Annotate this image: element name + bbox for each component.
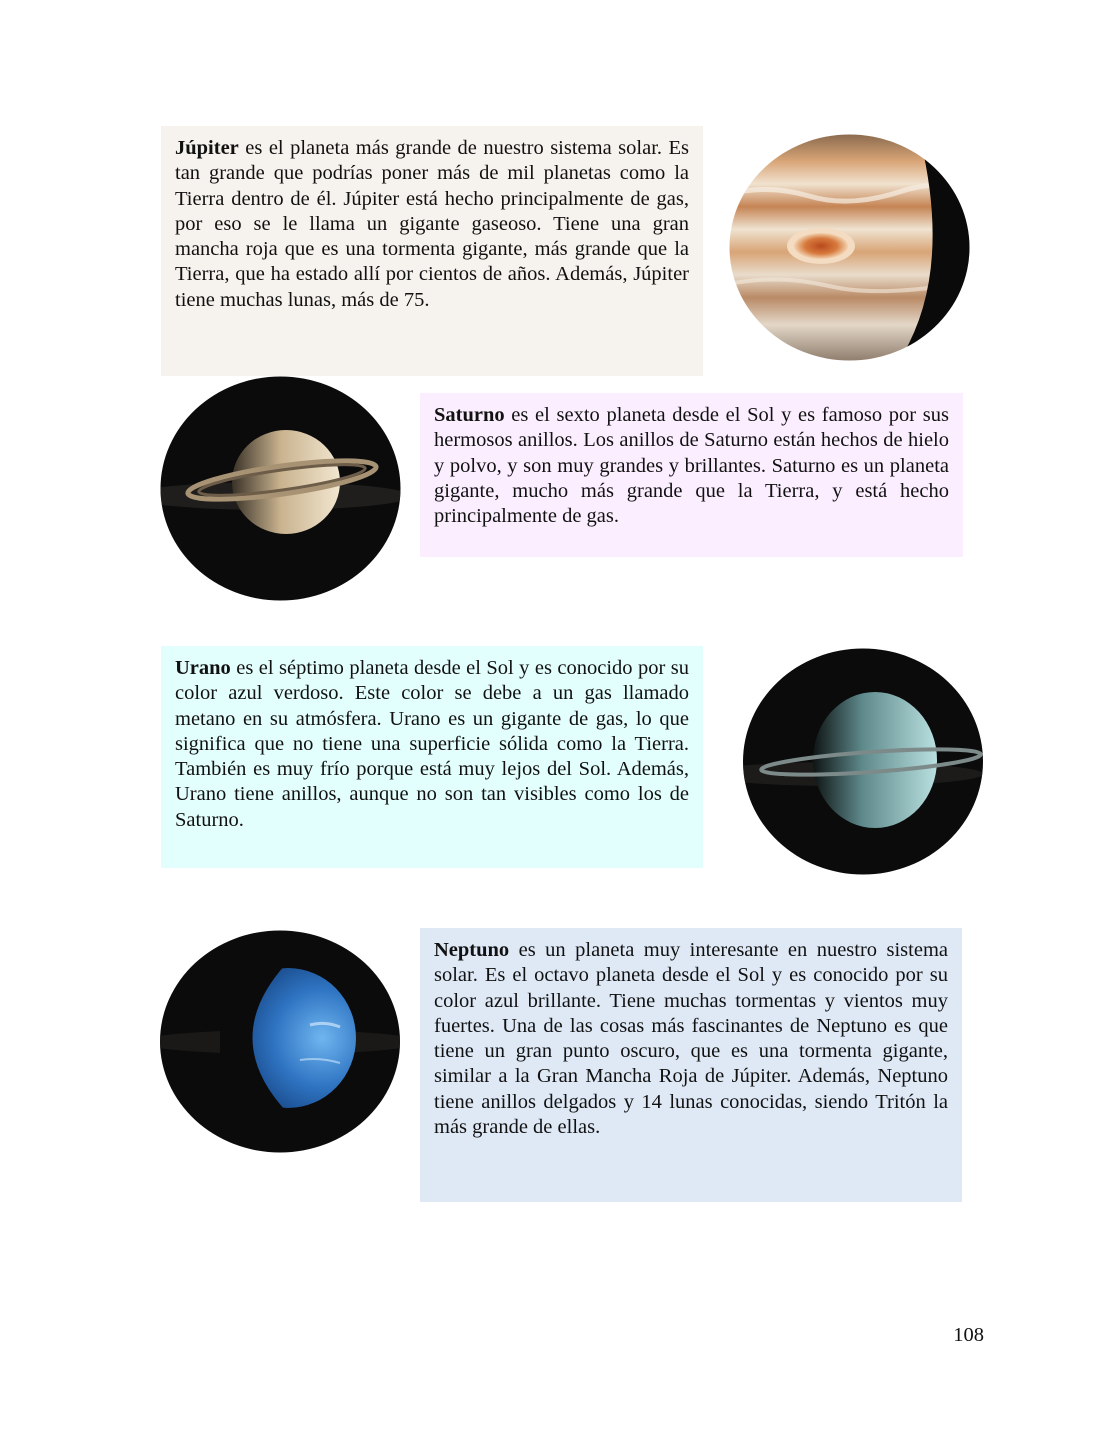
jupiter-image <box>729 134 970 361</box>
saturn-name: Saturno <box>434 404 505 426</box>
neptune-name: Neptuno <box>434 939 510 961</box>
jupiter-name: Júpiter <box>175 137 239 159</box>
uranus-image <box>743 648 983 875</box>
uranus-description: es el séptimo planeta desde el Sol y es conocido por su color azul verdoso. Este color se debe a un gas llamado metano en su atmósfera. Urano es un gigante de gas, lo que significa que no tiene una superficie sólida como la Tierra. También es muy frío porque está muy lejos del Sol. Además, Urano tiene anillos, aunque no son tan visibles como los de Saturno. <box>175 657 689 831</box>
saturn-description: es el sexto planeta desde el Sol y es famoso por sus hermosos anillos. Los anillos de Saturno están hechos de hielo y polvo, y son muy grandes y brillantes. Saturno es un planeta gigante, mucho más grande que la Tierra, y está hecho principalmente de gas. <box>434 404 949 528</box>
neptune-image <box>160 930 400 1153</box>
uranus-name: Urano <box>175 657 231 679</box>
neptune-description: es un planeta muy interesante en nuestro sistema solar. Es el octavo planeta desde el Sol y es conocido por su color azul brillante. Tiene muchas tormentas y vientos muy fuertes. Una de las cosas más fascinantes de Neptuno es que tiene un gran punto oscuro, que es una tormenta gigante, similar a la Gran Mancha Roja de Júpiter. Además, Neptuno tiene anillos delgados y 14 lunas conocidas, siendo Tritón la más grande de ellas. <box>434 939 948 1139</box>
jupiter-text-box <box>161 126 703 376</box>
page-number: 108 <box>953 1324 984 1346</box>
jupiter-description: es el planeta más grande de nuestro sistema solar. Es tan grande que podrías poner más de mil planetas como la Tierra dentro de él. Júpiter está hecho principalmente de gas, por eso se le llama un gigante gaseoso. Tiene una gran mancha roja que es una tormenta gigante, más grande que la Tierra, que ha estado allí por cientos de años. Además, Júpiter tiene muchas lunas, más de 75. <box>175 137 689 311</box>
uranus-text-box <box>161 646 703 868</box>
saturn-image <box>160 376 401 601</box>
neptune-text-box <box>420 928 962 1202</box>
saturn-text-box <box>420 393 963 557</box>
